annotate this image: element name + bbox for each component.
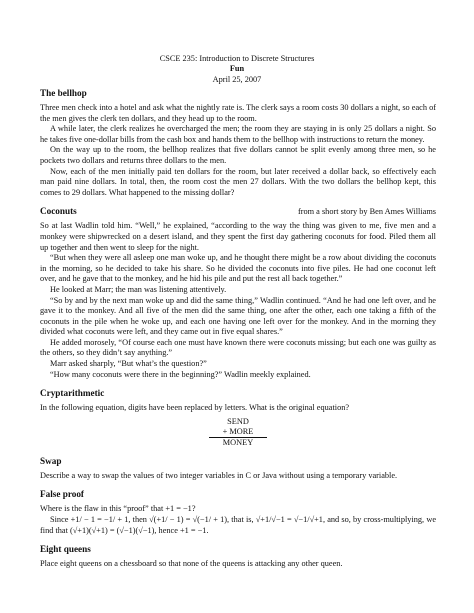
equation-line-send: SEND: [227, 416, 249, 426]
section-title-false-proof: False proof: [40, 489, 84, 500]
section-cryptarithmetic: [40, 388, 436, 448]
coconuts-attribution: from a short story by Ben Ames Williams: [297, 207, 436, 217]
coconuts-paragraph-5: He added morosely, “Of course each one must have known there were coconuts missing; but each one was guilty as the others, so they didn’t say anything.”: [40, 337, 436, 358]
equation-line-money: MONEY: [222, 437, 254, 447]
bellhop-paragraph-2: A while later, the clerk realizes he overcharged the men; the room they are staying in is only 25 dollars a night. So he takes five one-dollar bills from the cash box and hands them to the bellhop with instructions to return the money.: [40, 124, 436, 144]
bellhop-paragraph-4: Now, each of the men initially paid ten dollars for the room, but later received a dollar back, so effectively each man paid nine dollars. In total, then, the room cost the men 27 dollars. With the two dollars the bellhop kept, this comes to 29 dollars. What happened to the missing dollar?: [40, 166, 436, 197]
cryptarithmetic-equation: [203, 417, 273, 448]
section-swap: [40, 456, 436, 482]
document-header: [0, 54, 474, 85]
section-bellhop: [40, 88, 436, 198]
document-date: April 25, 2007: [212, 74, 262, 84]
bellhop-paragraph-1: Three men check into a hotel and ask what the nightly rate is. The clerk says a room costs 30 dollars a night, so each of the men gives the clerk ten dollars, and they head up to the room.: [40, 103, 436, 123]
coconuts-paragraph-1: So at last Wadlin told him. “Well,” he explained, “according to the way the thing was given to me, five men and a monkey were shipwrecked on a desert island, and they spent the first day gathering coconuts for food. Piled them all up together and then went to sleep for the night.: [40, 221, 436, 252]
section-title-swap: Swap: [40, 455, 62, 466]
coconuts-paragraph-7: “How many coconuts were there in the beginning?” Wadlin meekly explained.: [50, 369, 311, 379]
coconuts-paragraph-2: “But when they were all asleep one man woke up, and he thought there might be a row about dividing the coconuts in the morning, so he decided to take his share. So he divided the coconuts into five piles. He had one coconut left over, and he gave that to the monkey, and he hid his pile and put the rest all back together.”: [40, 253, 436, 284]
course-title: CSCE 235: Introduction to Discrete Structures: [159, 54, 315, 63]
coconuts-paragraph-6: Marr asked sharply, “But what’s the question?”: [50, 359, 207, 369]
eight-queens-text: Place eight queens on a chessboard so that none of the queens is attacking any other queen.: [40, 559, 343, 569]
document-body: [40, 88, 436, 578]
document-title: Fun: [229, 64, 245, 74]
false-proof-question: Where is the flaw in this “proof” that +1 = −1?: [40, 504, 196, 514]
coconuts-paragraph-3: He looked at Marr; the man was listening attentively.: [50, 284, 227, 294]
equation-line-more: + MORE: [222, 426, 254, 436]
section-header-coconuts: [40, 206, 436, 217]
section-title-eight-queens: Eight queens: [40, 544, 91, 555]
section-title-bellhop: The bellhop: [40, 88, 87, 98]
false-proof-argument: Since +1/ − 1 = −1/ + 1, then √(+1/ − 1) = √(−1/ + 1), that is, √+1/√−1 = √−1/√+1, and so, by cross-multiplying, we find that (√+1)(√+1) = (√−1)(√−1), hence +1 = −1.: [40, 515, 436, 535]
coconuts-paragraph-4: “So by and by the next man woke up and did the same thing,” Wadlin continued. “And he had one left over, and he gave it to the monkey. And all five of the men did the same thing, one after the other, each one taking a fifth of the coconuts in the pile when he woke up, and each one having one left over for the monkey. And in the morning they divided what coconuts were left, and they came out in five equal shares.”: [40, 295, 436, 337]
section-title-coconuts: Coconuts: [40, 206, 77, 217]
bellhop-paragraph-3: On the way up to the room, the bellhop realizes that five dollars cannot be split evenly among three men, so he pockets two dollars and returns three dollars to the men.: [40, 145, 436, 165]
cryptarithmetic-text: In the following equation, digits have been replaced by letters. What is the original equation?: [40, 403, 350, 413]
section-eight-queens: [40, 544, 436, 570]
section-coconuts: [40, 206, 436, 380]
section-false-proof: [40, 489, 436, 536]
section-title-cryptarithmetic: Cryptarithmetic: [40, 388, 105, 399]
swap-text: Describe a way to swap the values of two integer variables in C or Java without using a temporary variable.: [40, 470, 398, 480]
